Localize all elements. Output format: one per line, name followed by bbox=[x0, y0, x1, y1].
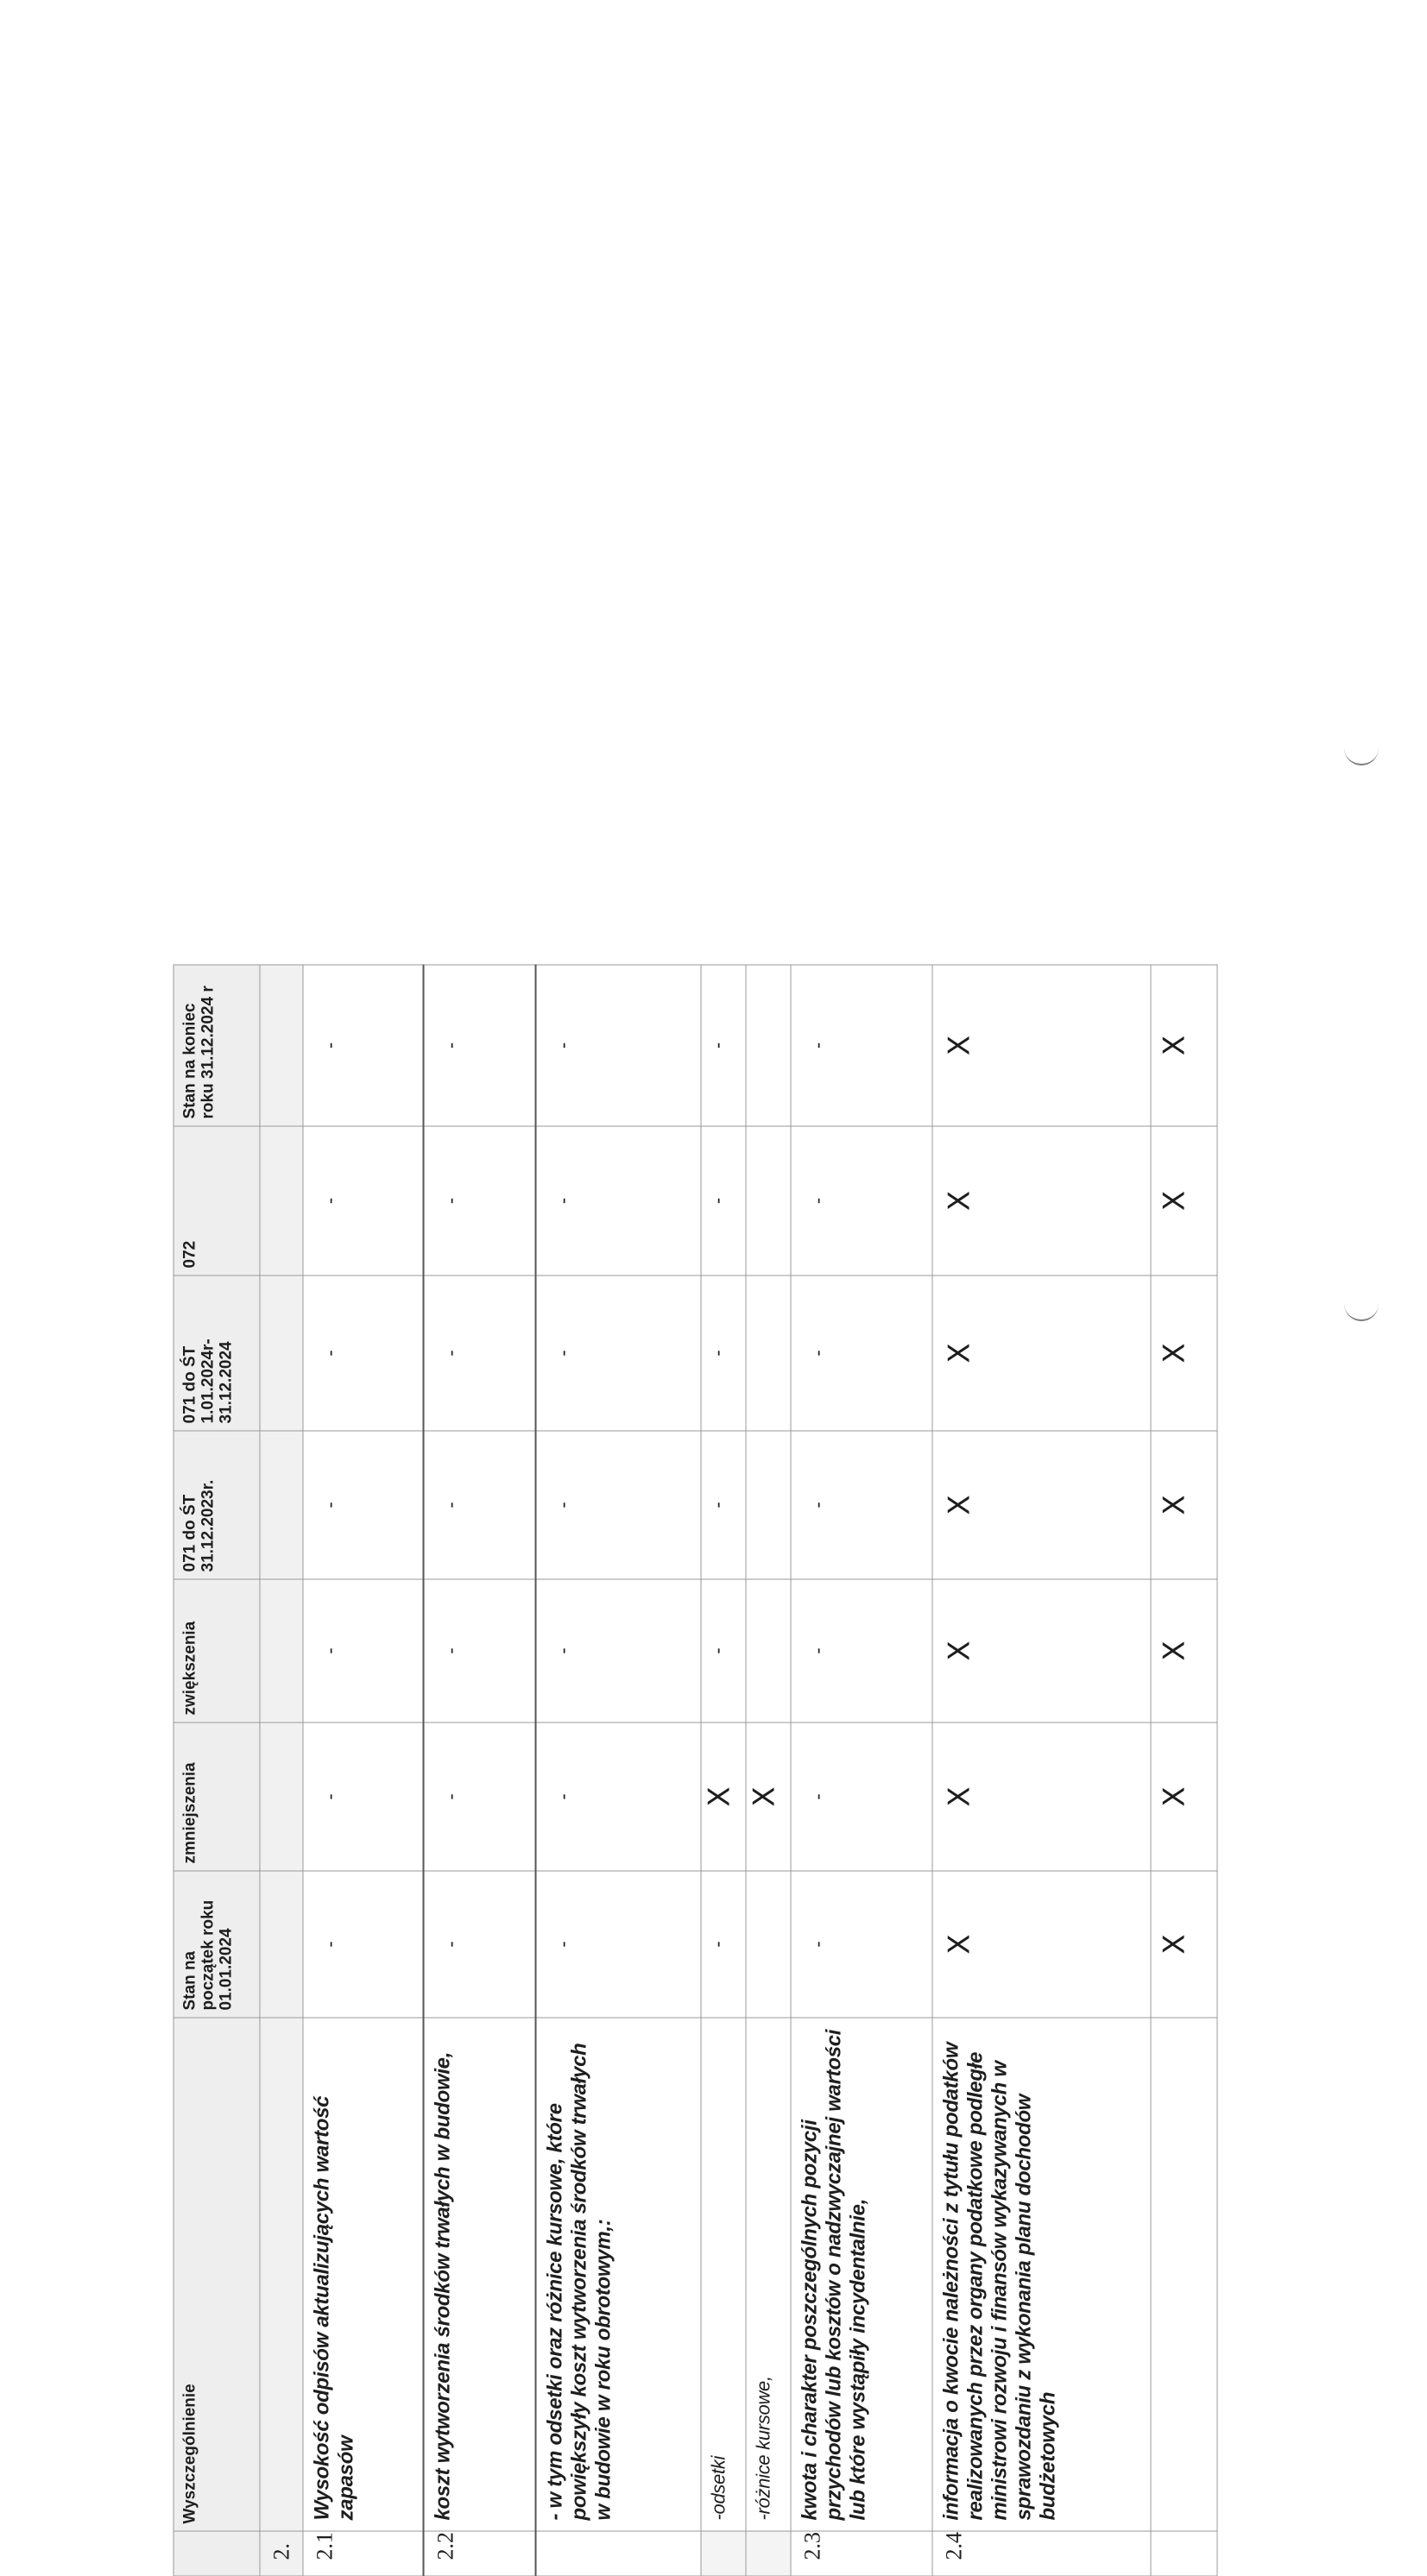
value-cell: - bbox=[705, 1940, 728, 1948]
value-cell: - bbox=[439, 1042, 462, 1049]
punch-hole-mark bbox=[1344, 743, 1379, 765]
value-cell: X bbox=[942, 1342, 977, 1364]
value-cell: X bbox=[942, 1933, 977, 1955]
row-number bbox=[701, 2531, 710, 2575]
value-cell: X bbox=[942, 1494, 977, 1515]
value-cell: - bbox=[551, 1792, 573, 1800]
table-row bbox=[745, 965, 790, 2576]
value-cell: X bbox=[701, 1786, 736, 1807]
value-cell: - bbox=[806, 1792, 829, 1800]
value-cell bbox=[746, 1871, 751, 2017]
table-row bbox=[1150, 965, 1216, 2576]
punch-hole-mark bbox=[1344, 1299, 1379, 1321]
value-cell: - bbox=[319, 1940, 341, 1948]
value-cell: - bbox=[439, 1349, 462, 1357]
value-cell: - bbox=[806, 1349, 829, 1357]
value-cell: - bbox=[705, 1042, 728, 1049]
value-cell bbox=[746, 1275, 751, 1430]
value-cell: - bbox=[551, 1501, 573, 1508]
value-cell bbox=[746, 965, 751, 1125]
value-cell: - bbox=[806, 1647, 829, 1654]
value-cell: - bbox=[806, 1940, 829, 1948]
value-cell: X bbox=[942, 1640, 977, 1661]
value-cell: - bbox=[806, 1501, 829, 1508]
value-cell: X bbox=[1156, 1035, 1191, 1055]
header-row bbox=[174, 965, 260, 2576]
row-description bbox=[1151, 2018, 1161, 2530]
value-cell: - bbox=[705, 1197, 728, 1204]
value-cell: X bbox=[746, 1786, 781, 1807]
row-number: 2.1 bbox=[312, 2531, 338, 2560]
header-stan-koniec: Stan na koniec roku 31.12.2024 r bbox=[174, 965, 260, 1126]
value-cell: - bbox=[319, 1349, 341, 1357]
value-cell: X bbox=[1156, 1190, 1191, 1211]
row-number bbox=[1151, 2531, 1159, 2575]
value-cell: - bbox=[705, 1349, 728, 1357]
value-cell: - bbox=[705, 1501, 728, 1508]
value-cell: - bbox=[806, 1042, 829, 1049]
header-wyszczegolnienie: Wyszczególnienie bbox=[174, 2018, 260, 2531]
value-cell: - bbox=[319, 1042, 341, 1049]
row-description: kwota i charakter poszczególnych pozycji przychodów lub kosztów o nadzwyczajnej wartości lub które wystąpiły incydentalnie, bbox=[798, 2029, 870, 2520]
value-cell bbox=[746, 1126, 751, 1275]
header-072: 072 bbox=[174, 1126, 260, 1275]
table-row bbox=[535, 965, 701, 2576]
header-071-2023: 071 do ŚT 31.12.2023r. bbox=[174, 1431, 260, 1579]
header-071-2024: 071 do ŚT 1.01.2024r- 31.12.2024 bbox=[174, 1275, 260, 1431]
value-cell: X bbox=[1156, 1342, 1191, 1364]
value-cell: - bbox=[439, 1940, 462, 1948]
value-cell: - bbox=[705, 1647, 728, 1654]
data-table bbox=[173, 964, 1217, 2576]
value-cell: - bbox=[551, 1042, 573, 1049]
value-cell: - bbox=[439, 1197, 462, 1204]
row-number: 2.4 bbox=[941, 2531, 967, 2560]
header-stan-poczatek: Stan na początek roku 01.01.2024 bbox=[174, 1871, 260, 2018]
table-row bbox=[700, 965, 745, 2576]
value-cell: - bbox=[319, 1792, 341, 1800]
value-cell: - bbox=[319, 1501, 341, 1508]
value-cell: X bbox=[942, 1035, 977, 1055]
value-cell: - bbox=[439, 1647, 462, 1654]
row-number: 2.3 bbox=[799, 2531, 825, 2560]
value-cell: X bbox=[1156, 1640, 1191, 1661]
table-row bbox=[791, 965, 932, 2576]
section-row bbox=[259, 965, 303, 2576]
row-number: 2.2 bbox=[433, 2531, 458, 2560]
value-cell: - bbox=[439, 1792, 462, 1800]
rotated-table-wrapper bbox=[173, 965, 1217, 2576]
header-num-cell bbox=[174, 2531, 260, 2576]
value-cell: - bbox=[551, 1197, 573, 1204]
header-zwiekszenia: zwiększenia bbox=[174, 1579, 260, 1723]
value-cell: X bbox=[942, 1190, 977, 1211]
row-description: koszt wytworzenia środków trwałych w budowie, bbox=[431, 2051, 455, 2520]
row-number bbox=[536, 2531, 545, 2575]
value-cell bbox=[746, 1431, 751, 1578]
row-description: -różnice kursowe, bbox=[751, 2375, 773, 2520]
value-cell: - bbox=[319, 1647, 341, 1654]
value-cell: - bbox=[551, 1349, 573, 1357]
table-row bbox=[932, 965, 1150, 2576]
row-number bbox=[746, 2531, 755, 2575]
header-zmniejszenia: zmniejszenia bbox=[174, 1723, 260, 1871]
value-cell: X bbox=[942, 1786, 977, 1807]
value-cell bbox=[746, 1579, 751, 1722]
value-cell: - bbox=[806, 1197, 829, 1204]
value-cell: - bbox=[551, 1647, 573, 1654]
row-description: Wysokość odpisów aktualizujących wartość zapasów bbox=[310, 2095, 358, 2520]
row-description: -odsetki bbox=[706, 2455, 729, 2520]
row-description: - w tym odsetki oraz różnice kursowe, które powiększyły koszt wytworzenia środków trwałych w budowie w roku obrotowym,: bbox=[542, 2042, 615, 2520]
section-number: 2. bbox=[268, 2542, 294, 2560]
table-row bbox=[423, 965, 534, 2576]
value-cell: - bbox=[439, 1501, 462, 1508]
table-row bbox=[303, 965, 423, 2576]
row-description: informacja o kwocie należności z tytułu podatków realizowanych przez organy podatkowe podległe ministrowi rozwoju i finansów wykazywanych w sprawozdaniu z wykonania planu dochodów budżetowych bbox=[939, 2042, 1060, 2520]
value-cell: - bbox=[319, 1197, 341, 1204]
value-cell: X bbox=[1156, 1933, 1191, 1955]
value-cell: X bbox=[1156, 1786, 1191, 1807]
value-cell: X bbox=[1156, 1494, 1191, 1515]
value-cell: - bbox=[551, 1940, 573, 1948]
